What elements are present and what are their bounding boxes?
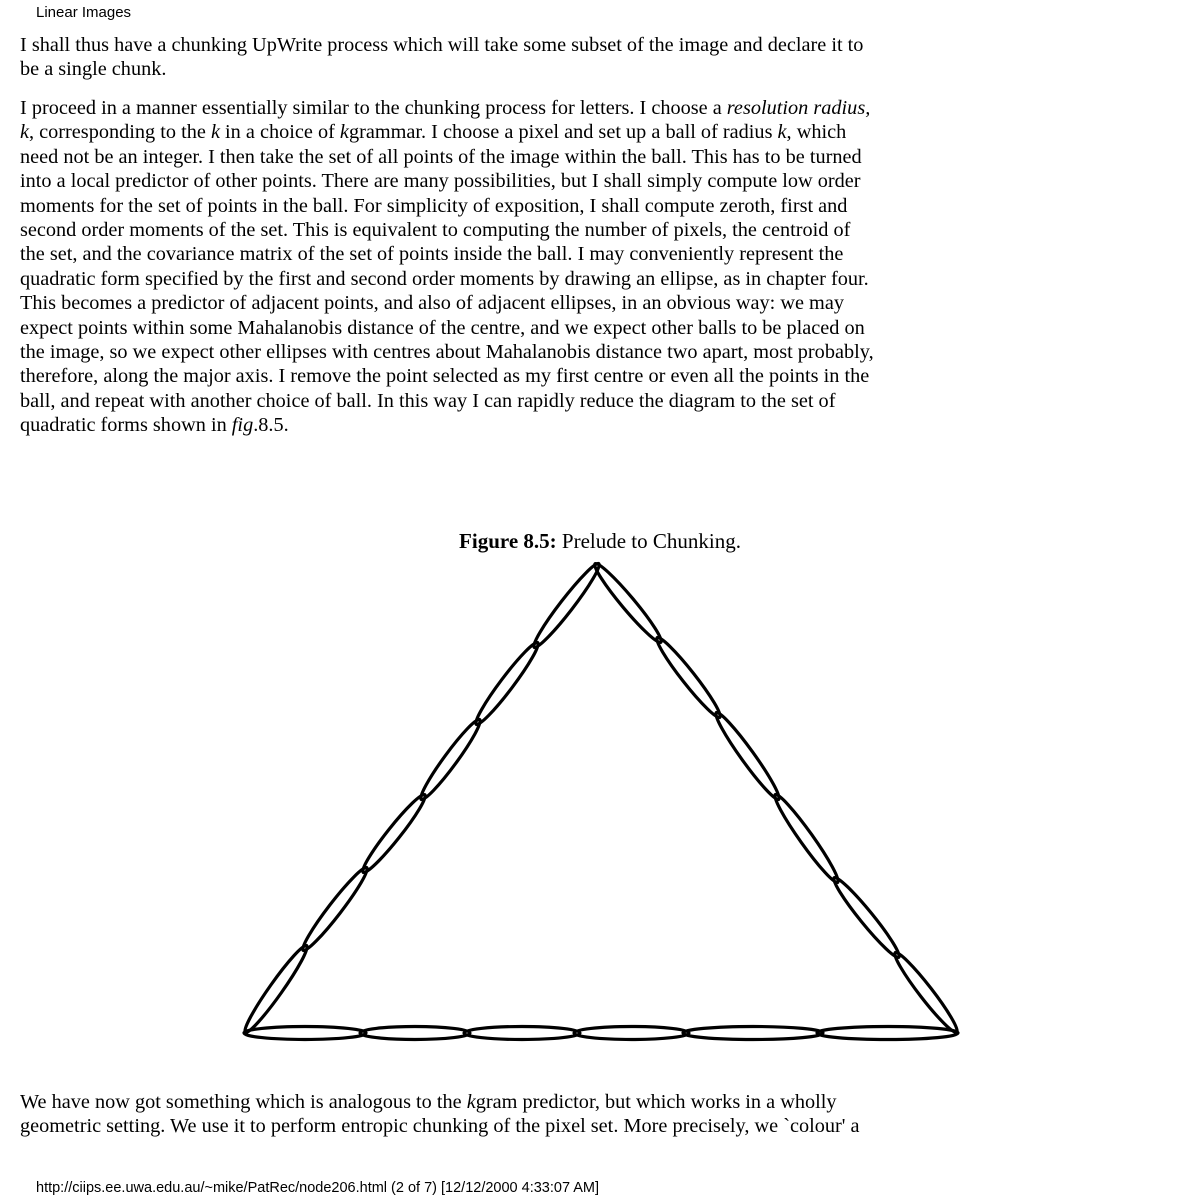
text-run: quadratic forms shown in [20,414,232,437]
math-variable: k [210,121,220,144]
text-line: the set, and the covariance matrix of the set of points inside the ball. I may conveniently represent the [20,243,844,266]
text-line [20,1090,1185,1114]
figure-caption-text: Prelude to Chunking. [556,529,741,553]
text-line: geometric setting. We use it to perform entropic chunking of the pixel set. More precisely, we `colour' a [20,1115,860,1138]
figure-reference: fig [231,414,254,437]
text-run: .8.5. [253,414,289,437]
ellipse-mark [829,874,904,962]
figure-caption-label: Figure 8.5: [459,529,557,553]
text-line: quadratic form specified by the first and second order moments by drawing an ellipse, as in chapter four. [20,267,869,290]
emphasis-term: resolution radius, [726,97,871,119]
ellipse-mark [574,1027,689,1040]
ellipse-mark [590,560,666,647]
text-line: into a local predictor of other points. There are many possibilities, but I shall simply compute low order [20,170,861,193]
page-header-title: Linear Images [36,4,132,21]
paragraph-kgram-analogy [20,1090,1185,1139]
text-run: I proceed in a manner essentially similar to the chunking process for letters. I choose a [20,97,727,119]
ellipse-mark [652,634,725,722]
text-line: I shall thus have a chunking UpWrite process which will take some subset of the image and declare it to [20,34,864,56]
ellipse-mark [240,942,312,1036]
ellipse-mark [464,1027,580,1040]
math-variable: k [777,121,787,144]
text-line: the image, so we expect other ellipses with centres about Mahalanobis distance two apart, most probably, [20,341,874,364]
ellipse-mark [890,949,962,1037]
text-run: , which [786,121,847,144]
text-line: moments for the set of points in the ball. For simplicity of exposition, I shall compute zeroth, first and [20,194,848,217]
text-line: This becomes a predictor of adjacent points, and also of adjacent ellipses, in an obvious way: we may [20,292,844,315]
math-variable: k [466,1091,476,1113]
text-run: gram predictor, but which works in a wholly [475,1091,837,1113]
ellipse-mark [683,1027,823,1040]
ellipse-mark [471,639,543,729]
text-line [20,413,1185,437]
text-run: We have now got something which is analogous to the [20,1091,467,1113]
math-variable: k [339,121,349,144]
text-run: in a choice of [219,121,340,144]
text-line: expect points within some Mahalanobis distance of the centre, and we expect other balls to be placed on [20,316,865,339]
text-line: second order moments of the set. This is equivalent to computing the number of pixels, the centroid of [20,219,851,242]
paragraph-resolution-radius [20,96,1185,438]
page-footer-url: http://ciips.ee.uwa.edu.au/~mike/PatRec/node206.html (2 of 7) [12/12/2000 4:33:07 AM] [36,1180,600,1196]
text-run: grammar. I choose a pixel and set up a ball of radius [348,121,778,144]
ellipse-mark [360,1027,470,1040]
text-line [20,96,1185,120]
ellipse-mark [817,1027,958,1040]
text-line: be a single chunk. [20,58,167,81]
paragraph-chunking-intro [20,33,1185,82]
ellipse-mark [298,864,372,955]
ellipse-mark [416,716,485,804]
ellipse-mark [770,791,843,886]
text-line: need not be an integer. I then take the set of all points of the image within the ball. This has to be turned [20,145,862,168]
text-line: ball, and repeat with another choice of ball. In this way I can rapidly reduce the diagram to the set of [20,389,836,412]
ellipse-mark [529,560,604,652]
figure-caption [0,529,1200,554]
text-line [20,120,1185,144]
ellipse-mark [711,709,784,803]
ellipse-mark [244,1027,366,1040]
text-line: therefore, along the major axis. I remove the point selected as my first centre or even all the points in the [20,365,870,388]
math-variable: k [20,121,30,144]
text-run: , corresponding to the [29,121,211,144]
ellipse-mark [358,791,430,877]
